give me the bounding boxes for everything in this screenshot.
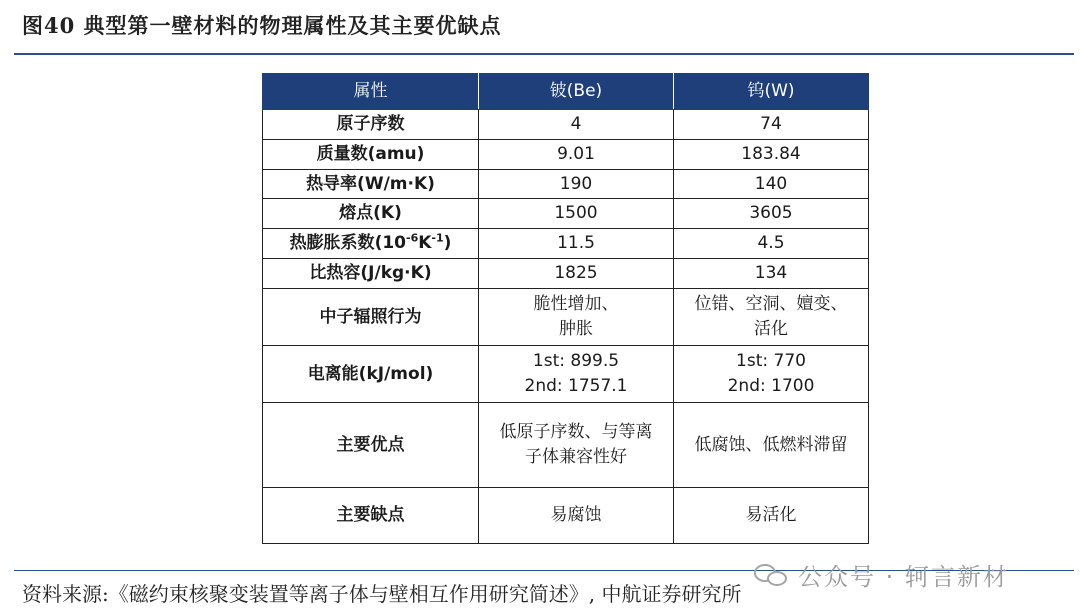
be-value: 1825 <box>479 259 674 289</box>
header-beryllium: 铍(Be) <box>479 74 674 110</box>
w-value: 1st: 770 2nd: 1700 <box>674 346 869 403</box>
table-row <box>263 346 869 403</box>
row-attribute: 中子辐照行为 <box>263 289 479 346</box>
table-row <box>263 170 869 199</box>
row-attribute: 比热容(J/kg·K) <box>263 259 479 289</box>
figure-title: 图40 典型第一壁材料的物理属性及其主要优缺点 <box>22 13 502 38</box>
be-value: 9.01 <box>479 140 674 170</box>
w-value: 183.84 <box>674 140 869 170</box>
table-row <box>263 259 869 289</box>
source-note: 资料来源:《磁约束核聚变装置等离子体与壁相互作用研究简述》, 中航证券研究所 <box>22 582 742 606</box>
row-attribute: 主要缺点 <box>263 488 479 544</box>
chat-bubble-icon <box>754 562 790 588</box>
header-attribute: 属性 <box>263 74 479 110</box>
w-value: 140 <box>674 170 869 199</box>
be-value: 11.5 <box>479 229 674 259</box>
row-attribute: 热膨胀系数$(10^{-6}K^{-1})$ <box>263 229 479 259</box>
w-value: 74 <box>674 110 869 140</box>
header-tungsten: 钨(W) <box>674 74 869 110</box>
w-value: 134 <box>674 259 869 289</box>
row-attribute: 主要优点 <box>263 403 479 488</box>
table-row <box>263 199 869 229</box>
table-row <box>263 229 869 259</box>
row-attribute: 热导率(W/m·K) <box>263 170 479 199</box>
properties-table <box>262 73 869 544</box>
title-divider <box>14 53 1074 55</box>
w-value: 易活化 <box>674 488 869 544</box>
table-row <box>263 488 869 544</box>
be-value: 低原子序数、与等离 子体兼容性好 <box>479 403 674 488</box>
w-value: 3605 <box>674 199 869 229</box>
row-attribute: 原子序数 <box>263 110 479 140</box>
w-value: 位错、空洞、嬗变、 活化 <box>674 289 869 346</box>
table-row <box>263 403 869 488</box>
table-header-row <box>263 74 869 110</box>
be-value: 4 <box>479 110 674 140</box>
be-value: 脆性增加、 肿胀 <box>479 289 674 346</box>
be-value: 190 <box>479 170 674 199</box>
be-value: 易腐蚀 <box>479 488 674 544</box>
table-row <box>263 289 869 346</box>
table-row <box>263 140 869 170</box>
w-value: 低腐蚀、低燃料滞留 <box>674 403 869 488</box>
be-value: 1500 <box>479 199 674 229</box>
table-row <box>263 110 869 140</box>
watermark-text: 公众号 · 轲言新材 <box>798 563 1009 591</box>
row-attribute: 质量数(amu) <box>263 140 479 170</box>
be-value: 1st: 899.5 2nd: 1757.1 <box>479 346 674 403</box>
watermark <box>754 557 1009 592</box>
w-value: 4.5 <box>674 229 869 259</box>
row-attribute: 熔点(K) <box>263 199 479 229</box>
row-attribute: 电离能(kJ/mol) <box>263 346 479 403</box>
